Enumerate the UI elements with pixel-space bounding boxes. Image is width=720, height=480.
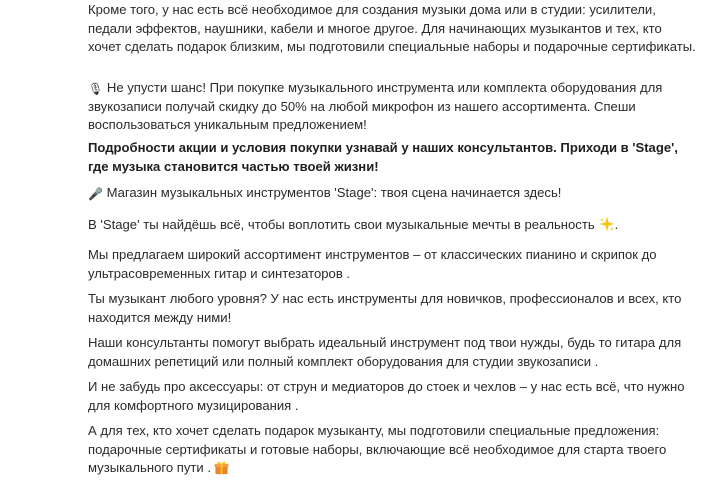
sparkle-star-icon [599,216,615,232]
gift-icon [214,460,229,475]
paragraph-text: Ты музыкант любого уровня? У нас есть инструменты для новичков, профессионалов и всех, кто находится между ними! [88,291,682,325]
paragraph-end: . [614,217,619,232]
paragraph-text: А для тех, кто хочет сделать подарок музыканту, мы подготовили специальные предложения: подарочные сертификаты и готовые наборы, включающие всё необходимое для старта твоего музыкального пути . [88,423,667,475]
paragraph-accessories [88,378,698,415]
paragraph-text: Подробности акции и условия покупки узнавай у наших консультантов. Приходи в 'Stage', где музыка становится частью твоей жизни! [88,140,678,174]
paragraph-gifts [88,422,698,478]
studio-microphone-icon: 🎙 [88,82,104,96]
paragraph-levels [88,290,698,327]
paragraph-promo-details [88,139,698,176]
paragraph-text: Магазин музыкальных инструментов 'Stage': твоя сцена начинается здесь! [102,185,562,200]
paragraph-equipment [88,1,698,57]
paragraph-store-headline [88,184,698,203]
paragraph-text: Мы предлагаем широкий ассортимент инструментов – от классических пианино и скрипок до ультрасовременных гитар и синтезаторов . [88,247,657,281]
microphone-icon: 🎤 [88,187,103,201]
paragraph-text: Не упусти шанс! При покупке музыкального инструмента или комплекта оборудования для звукозаписи получай скидку до 50% на любой микрофон из нашего ассортимента. Спеши воспользоваться уникальным предложением! [88,80,663,132]
paragraph-consultants [88,334,698,371]
paragraph-text: И не забудь про аксессуары: от струн и медиаторов до стоек и чехлов – у нас есть всё, что нужно для комфортного музицирования . [88,379,685,413]
paragraph-promo [88,79,698,135]
paragraph-assortment [88,246,698,283]
paragraph-text: Наши консультанты помогут выбрать идеальный инструмент под твои нужды, будь то гитара для домашних репетиций или полный комплект оборудования для студии звукозаписи . [88,335,682,369]
paragraph-text: Кроме того, у нас есть всё необходимое для создания музыки дома или в студии: усилители, педали эффектов, наушники, кабели и многое другое. Для начинающих музыкантов и тех, кто хочет сделать подарок близким, мы подготовили специальные наборы и подарочные сертификаты. [88,2,696,54]
paragraph-text: В 'Stage' ты найдёшь всё, чтобы воплотить свои музыкальные мечты в реальность [88,217,595,232]
paragraph-dreams [88,216,698,235]
